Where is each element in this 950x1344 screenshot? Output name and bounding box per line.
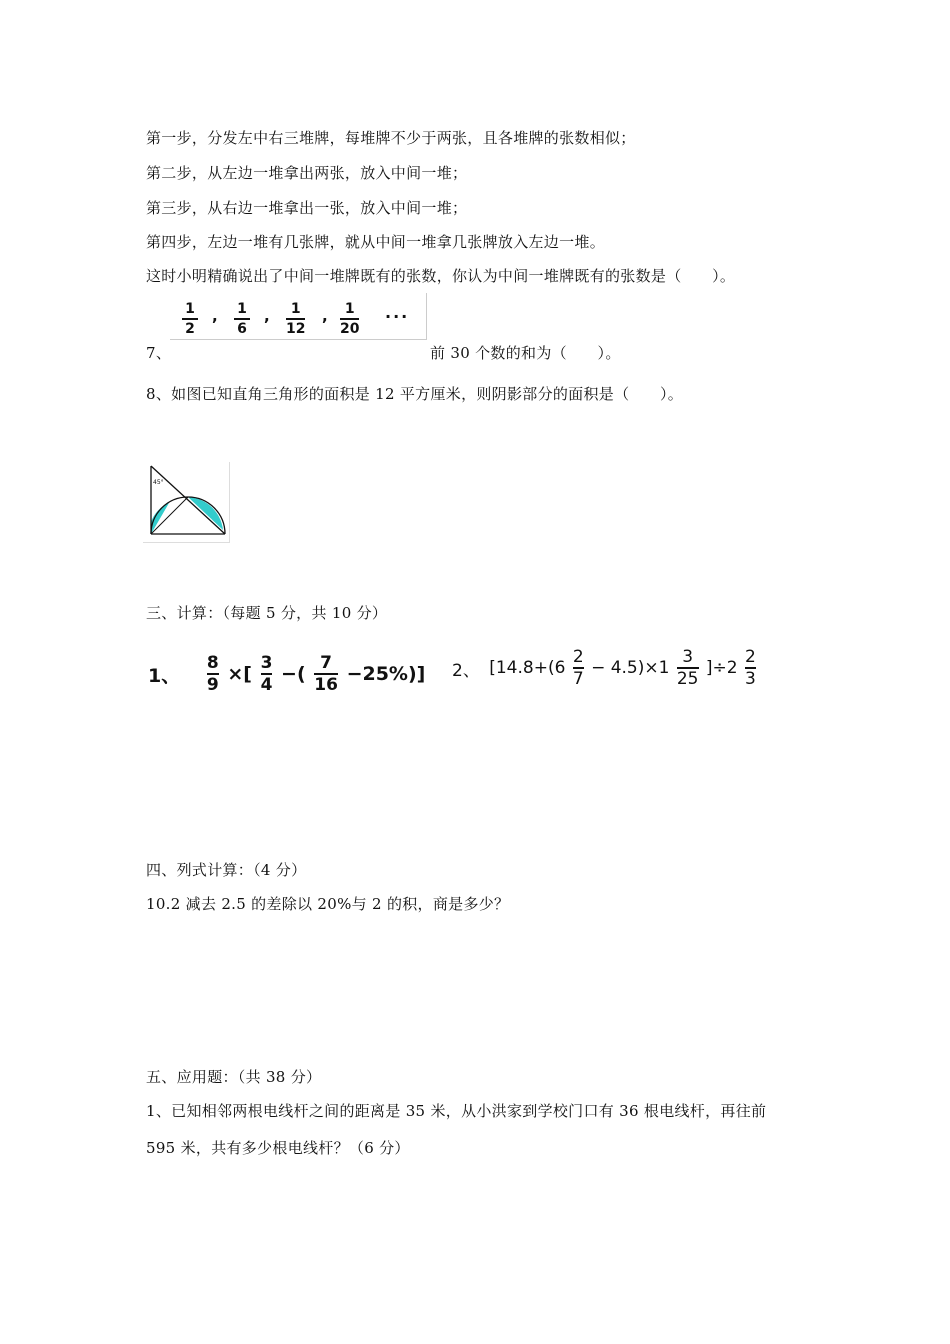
step-3: 第三步，从右边一堆拿出一张，放入中间一堆； bbox=[146, 199, 468, 217]
fraction: $\frac{3}{4}$ bbox=[260, 653, 273, 695]
section-5-title: 五、应用题：（共 38 分） bbox=[146, 1068, 322, 1086]
q7-text: 前 30 个数的和为（ ）。 bbox=[430, 344, 621, 362]
separator: , bbox=[212, 307, 218, 325]
fraction: $\frac{8}{9}$ bbox=[206, 653, 219, 695]
fraction: $\frac{3}{25}$ bbox=[676, 647, 699, 689]
section-4-question: 10.2 减去 2.5 的差除以 20%与 2 的积，商是多少？ bbox=[146, 895, 510, 913]
fraction: $\frac{2}{3}$ bbox=[745, 647, 756, 689]
fraction-1: 1 2 bbox=[182, 301, 198, 337]
step-1: 第一步，分发左中右三堆牌，每堆牌不少于两张，且各堆牌的张数相似； bbox=[146, 129, 636, 147]
q7-number: 7、 bbox=[146, 344, 172, 362]
step-question: 这时小明精确说出了中间一堆牌既有的张数，你认为中间一堆牌既有的张数是（ ）。 bbox=[146, 267, 736, 285]
q8-text: 8、如图已知直角三角形的面积是 12 平方厘米，则阴影部分的面积是（ ）。 bbox=[146, 385, 684, 403]
ellipsis: ... bbox=[385, 303, 410, 322]
section-3-title: 三、计算：（每题 5 分，共 10 分） bbox=[146, 604, 388, 622]
fraction: $\frac{7}{16}$ bbox=[314, 653, 338, 695]
fraction: $\frac{2}{7}$ bbox=[572, 647, 584, 689]
separator: , bbox=[322, 307, 328, 325]
problem-label: 1、 bbox=[148, 664, 181, 687]
step-4: 第四步，左边一堆有几张牌，就从中间一堆拿几张牌放入左边一堆。 bbox=[146, 233, 606, 251]
fraction-4: 1 20 bbox=[340, 301, 360, 337]
triangle-semicircle-figure bbox=[143, 462, 230, 543]
angle-label: 45° bbox=[153, 479, 164, 486]
hypotenuse bbox=[151, 466, 225, 534]
section-5-q1-line-1: 1、已知相邻两根电线杆之间的距离是 35 米，从小洪家到学校门口有 36 根电线杆，再往前 bbox=[146, 1102, 767, 1120]
step-2: 第二步，从左边一堆拿出两张，放入中间一堆； bbox=[146, 164, 468, 182]
separator: , bbox=[264, 307, 270, 325]
calc-problem-2: 2、 [14.8+(6 $\frac{2}{7}$ − 4.5)×1 $\frac{3}{25}$ ]÷2 $\frac{2}{3}$ bbox=[452, 647, 756, 689]
fraction-2: 1 6 bbox=[234, 301, 250, 337]
fraction-3: 1 12 bbox=[286, 301, 306, 337]
section-4-title: 四、列式计算：（4 分） bbox=[146, 861, 307, 879]
section-5-q1-line-2: 595 米，共有多少根电线杆？（6 分） bbox=[146, 1139, 410, 1157]
figure-svg bbox=[143, 462, 229, 542]
problem-label: 2、 bbox=[452, 660, 480, 681]
calc-problem-1: 1、 $\frac{8}{9}$ ×[ $\frac{3}{4}$ −( $\frac{7}{16}$ −25%)] bbox=[148, 653, 426, 695]
fraction-sequence-image bbox=[170, 293, 427, 340]
